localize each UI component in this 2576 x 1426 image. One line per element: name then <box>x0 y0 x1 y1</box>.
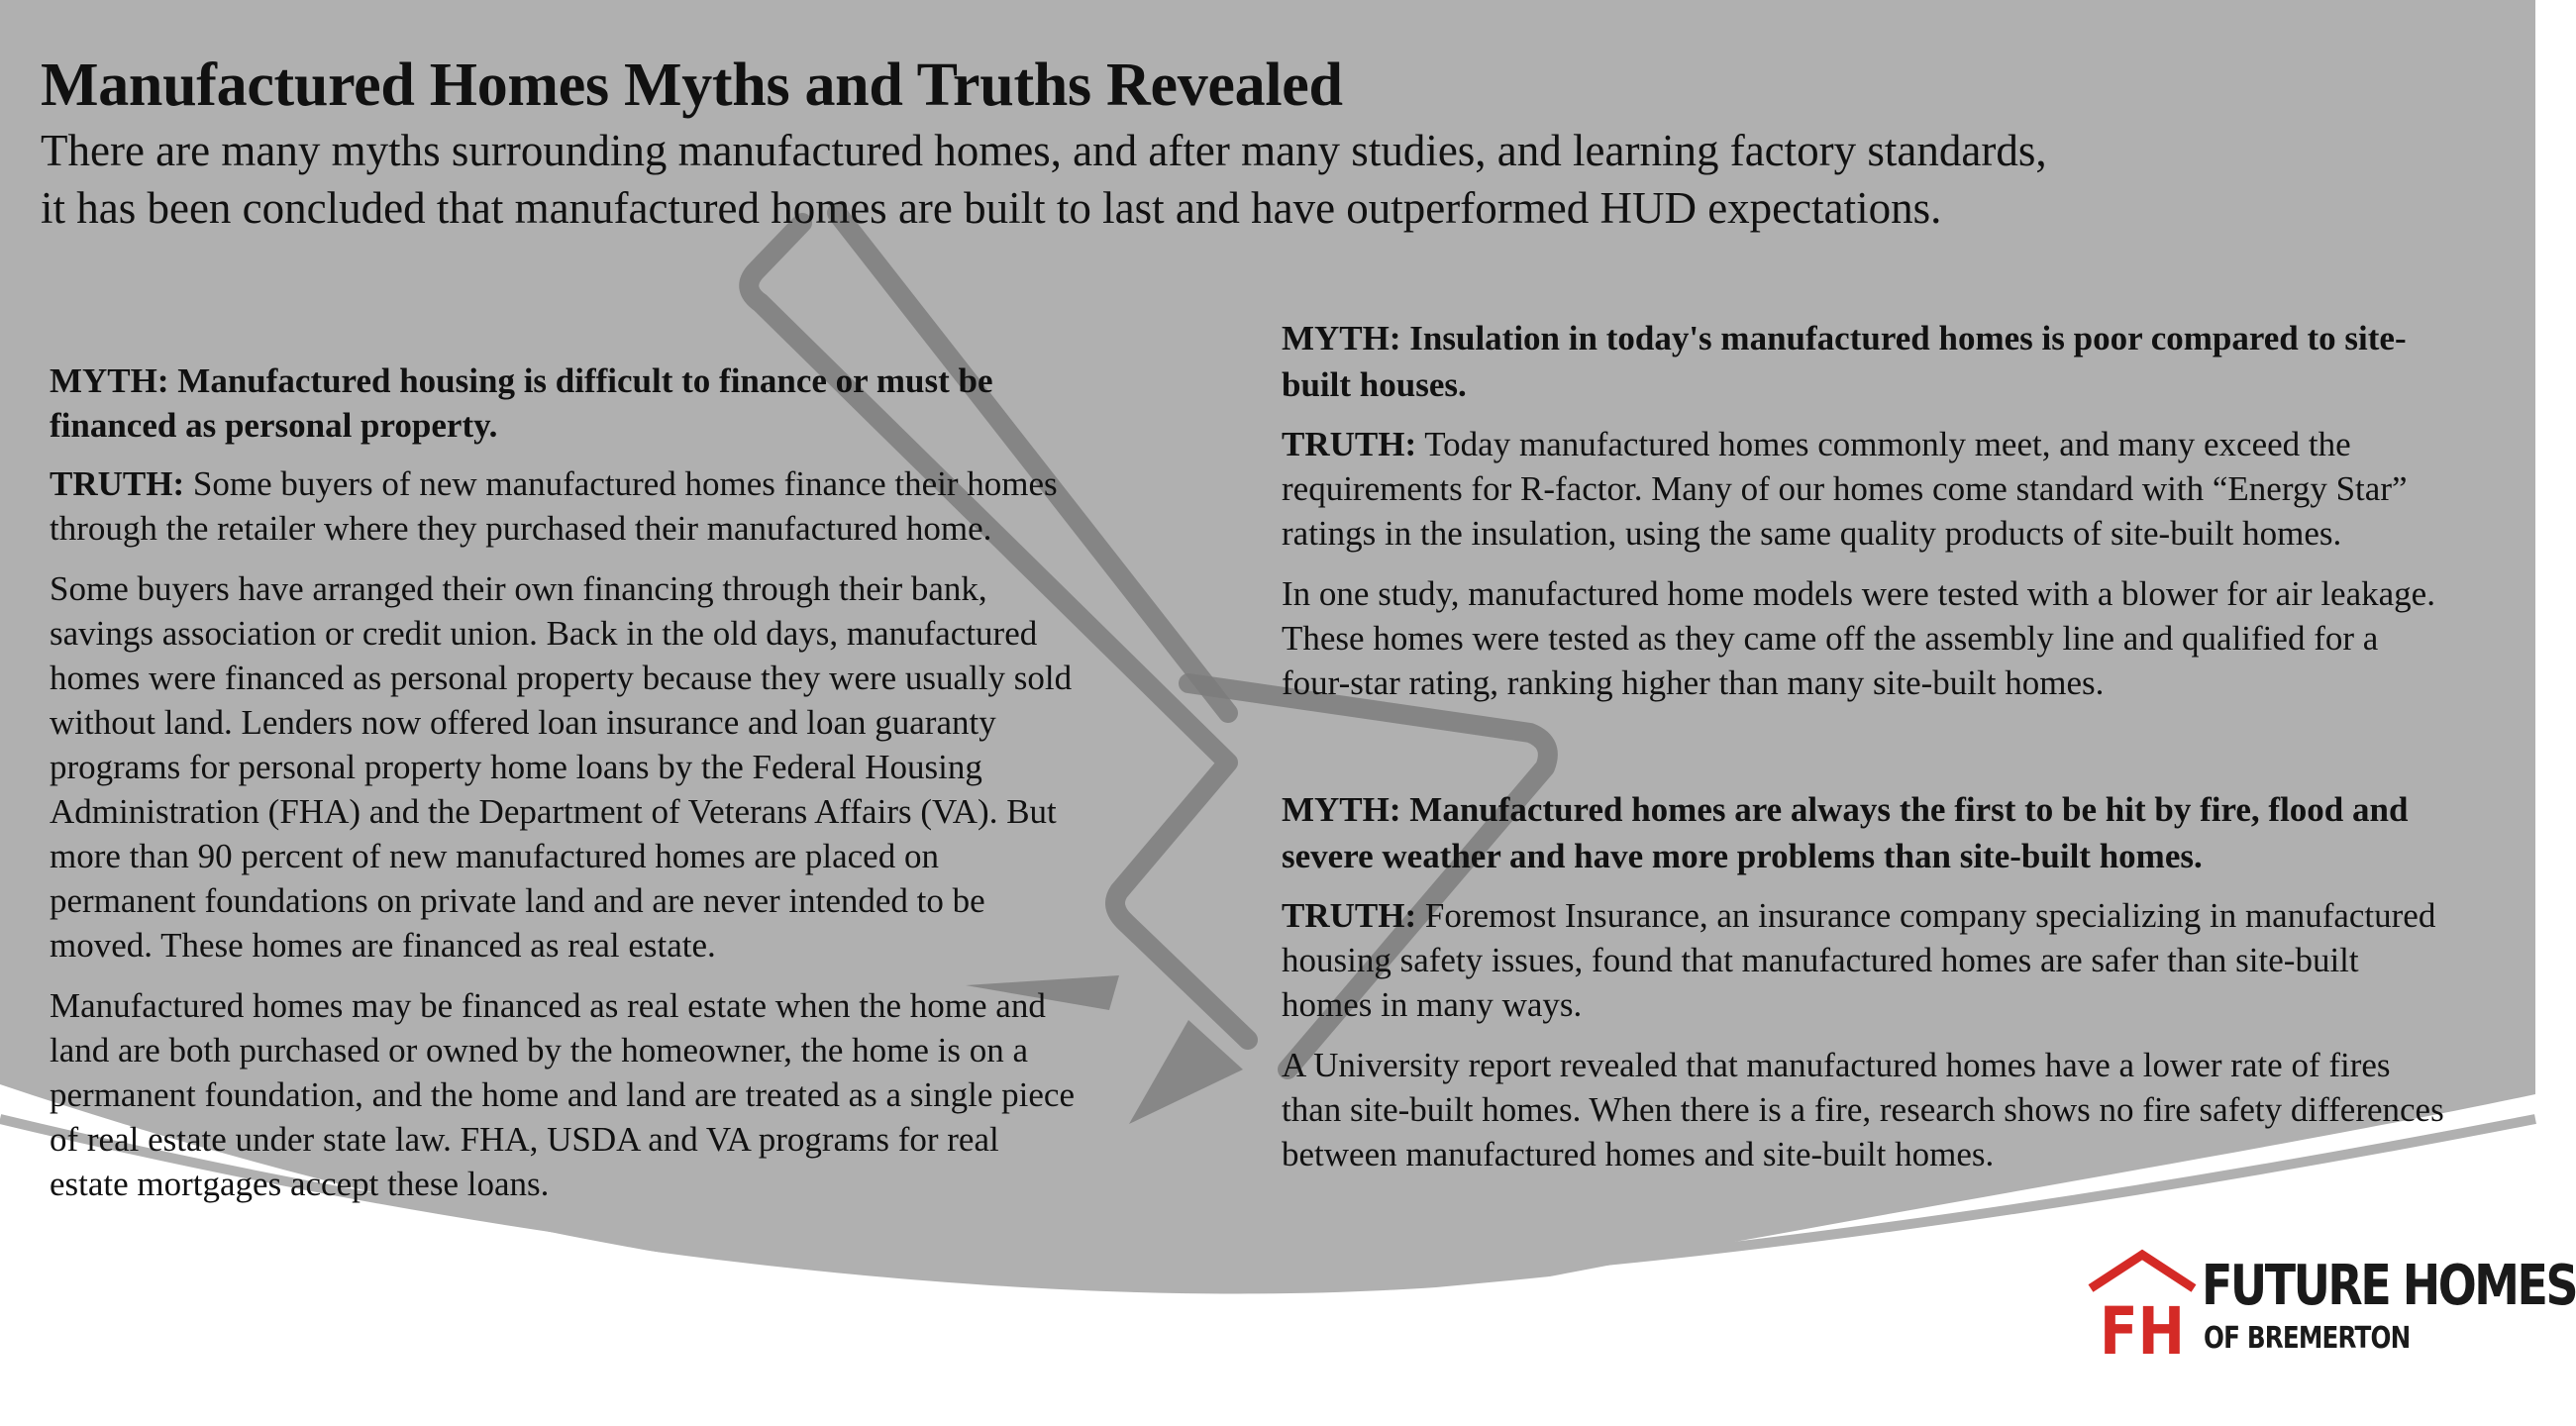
truth-label: TRUTH: <box>1282 896 1417 935</box>
fire-paragraph: A University report revealed that manufactured homes have a lower rate of fires than site-built homes. When there is a fire, research shows no fire safety differences between manufactured homes and site-built homes. <box>1282 1046 2444 1173</box>
insulation-paragraph: In one study, manufactured home models were tested with a blower for air leakage. These homes were tested as they came off the assembly line and qualified for a four-star rating, ranking higher than many site-built homes. <box>1282 574 2435 702</box>
page-title: Manufactured Homes Myths and Truths Revealed <box>41 51 1343 119</box>
truth-insulation-text: Today manufactured homes commonly meet, and many exceed the requirements for R-factor. Many of our homes come standard with “Energy Star” ratings in the insulation, using the same quality products of site-built homes. <box>1282 425 2408 553</box>
financing-paragraph-2: Manufactured homes may be financed as real estate when the home and land are both purchased or owned by the homeowner, the home is on a permanent foundation, and the home and land are treated as a single piece of real estate under state law. FHA, USDA and VA programs for real estate mortgages accept these loans. <box>50 986 1075 1203</box>
myth-fire-weather: MYTH: Manufactured homes are always the first to be hit by fire, flood and severe weather and have more problems than site-built homes. <box>1282 790 2409 875</box>
truth-fire-weather <box>1282 893 2450 1027</box>
logo-monogram: FH <box>2100 1293 2185 1370</box>
logo-line1: FUTURE HOMES <box>2202 1254 2576 1318</box>
myth-financing: MYTH: Manufactured housing is difficult to finance or must be financed as personal property. <box>50 361 993 445</box>
truth-financing <box>50 461 1080 551</box>
house-icon <box>2085 1251 2204 1370</box>
myth-insulation: MYTH: Insulation in today's manufactured homes is poor compared to site-built houses. <box>1282 319 2407 404</box>
brand-logo <box>2085 1251 2576 1370</box>
intro-paragraph: There are many myths surrounding manufactured homes, and after many studies, and learning factory standards, it has been concluded that manufactured homes are built to last and have outperformed HUD expectations. <box>41 126 2047 233</box>
truth-financing-text: Some buyers of new manufactured homes finance their homes through the retailer where they purchased their manufactured home. <box>50 464 1058 548</box>
logo-line2: OF BREMERTON <box>2204 1321 2411 1356</box>
truth-label: TRUTH: <box>1282 425 1417 463</box>
truth-label: TRUTH: <box>50 464 185 503</box>
financing-paragraph-1: Some buyers have arranged their own financing through their bank, savings association or credit union. Back in the old days, manufactured homes were financed as personal property because they were usually sold without land. Lenders now offered loan insurance and loan guaranty programs for personal property home loans by the Federal Housing Administration (FHA) and the Department of Veterans Affairs (VA). But more than 90 percent of new manufactured homes are placed on permanent foundations on private land and are never intended to be moved. These homes are financed as real estate. <box>50 569 1073 965</box>
truth-insulation <box>1282 422 2450 556</box>
right-column <box>1282 315 2450 1176</box>
left-column <box>50 358 1080 1206</box>
truth-fire-weather-text: Foremost Insurance, an insurance company specializing in manufactured housing safety issues, found that manufactured homes are safer than site-built homes in many ways. <box>1282 896 2436 1024</box>
